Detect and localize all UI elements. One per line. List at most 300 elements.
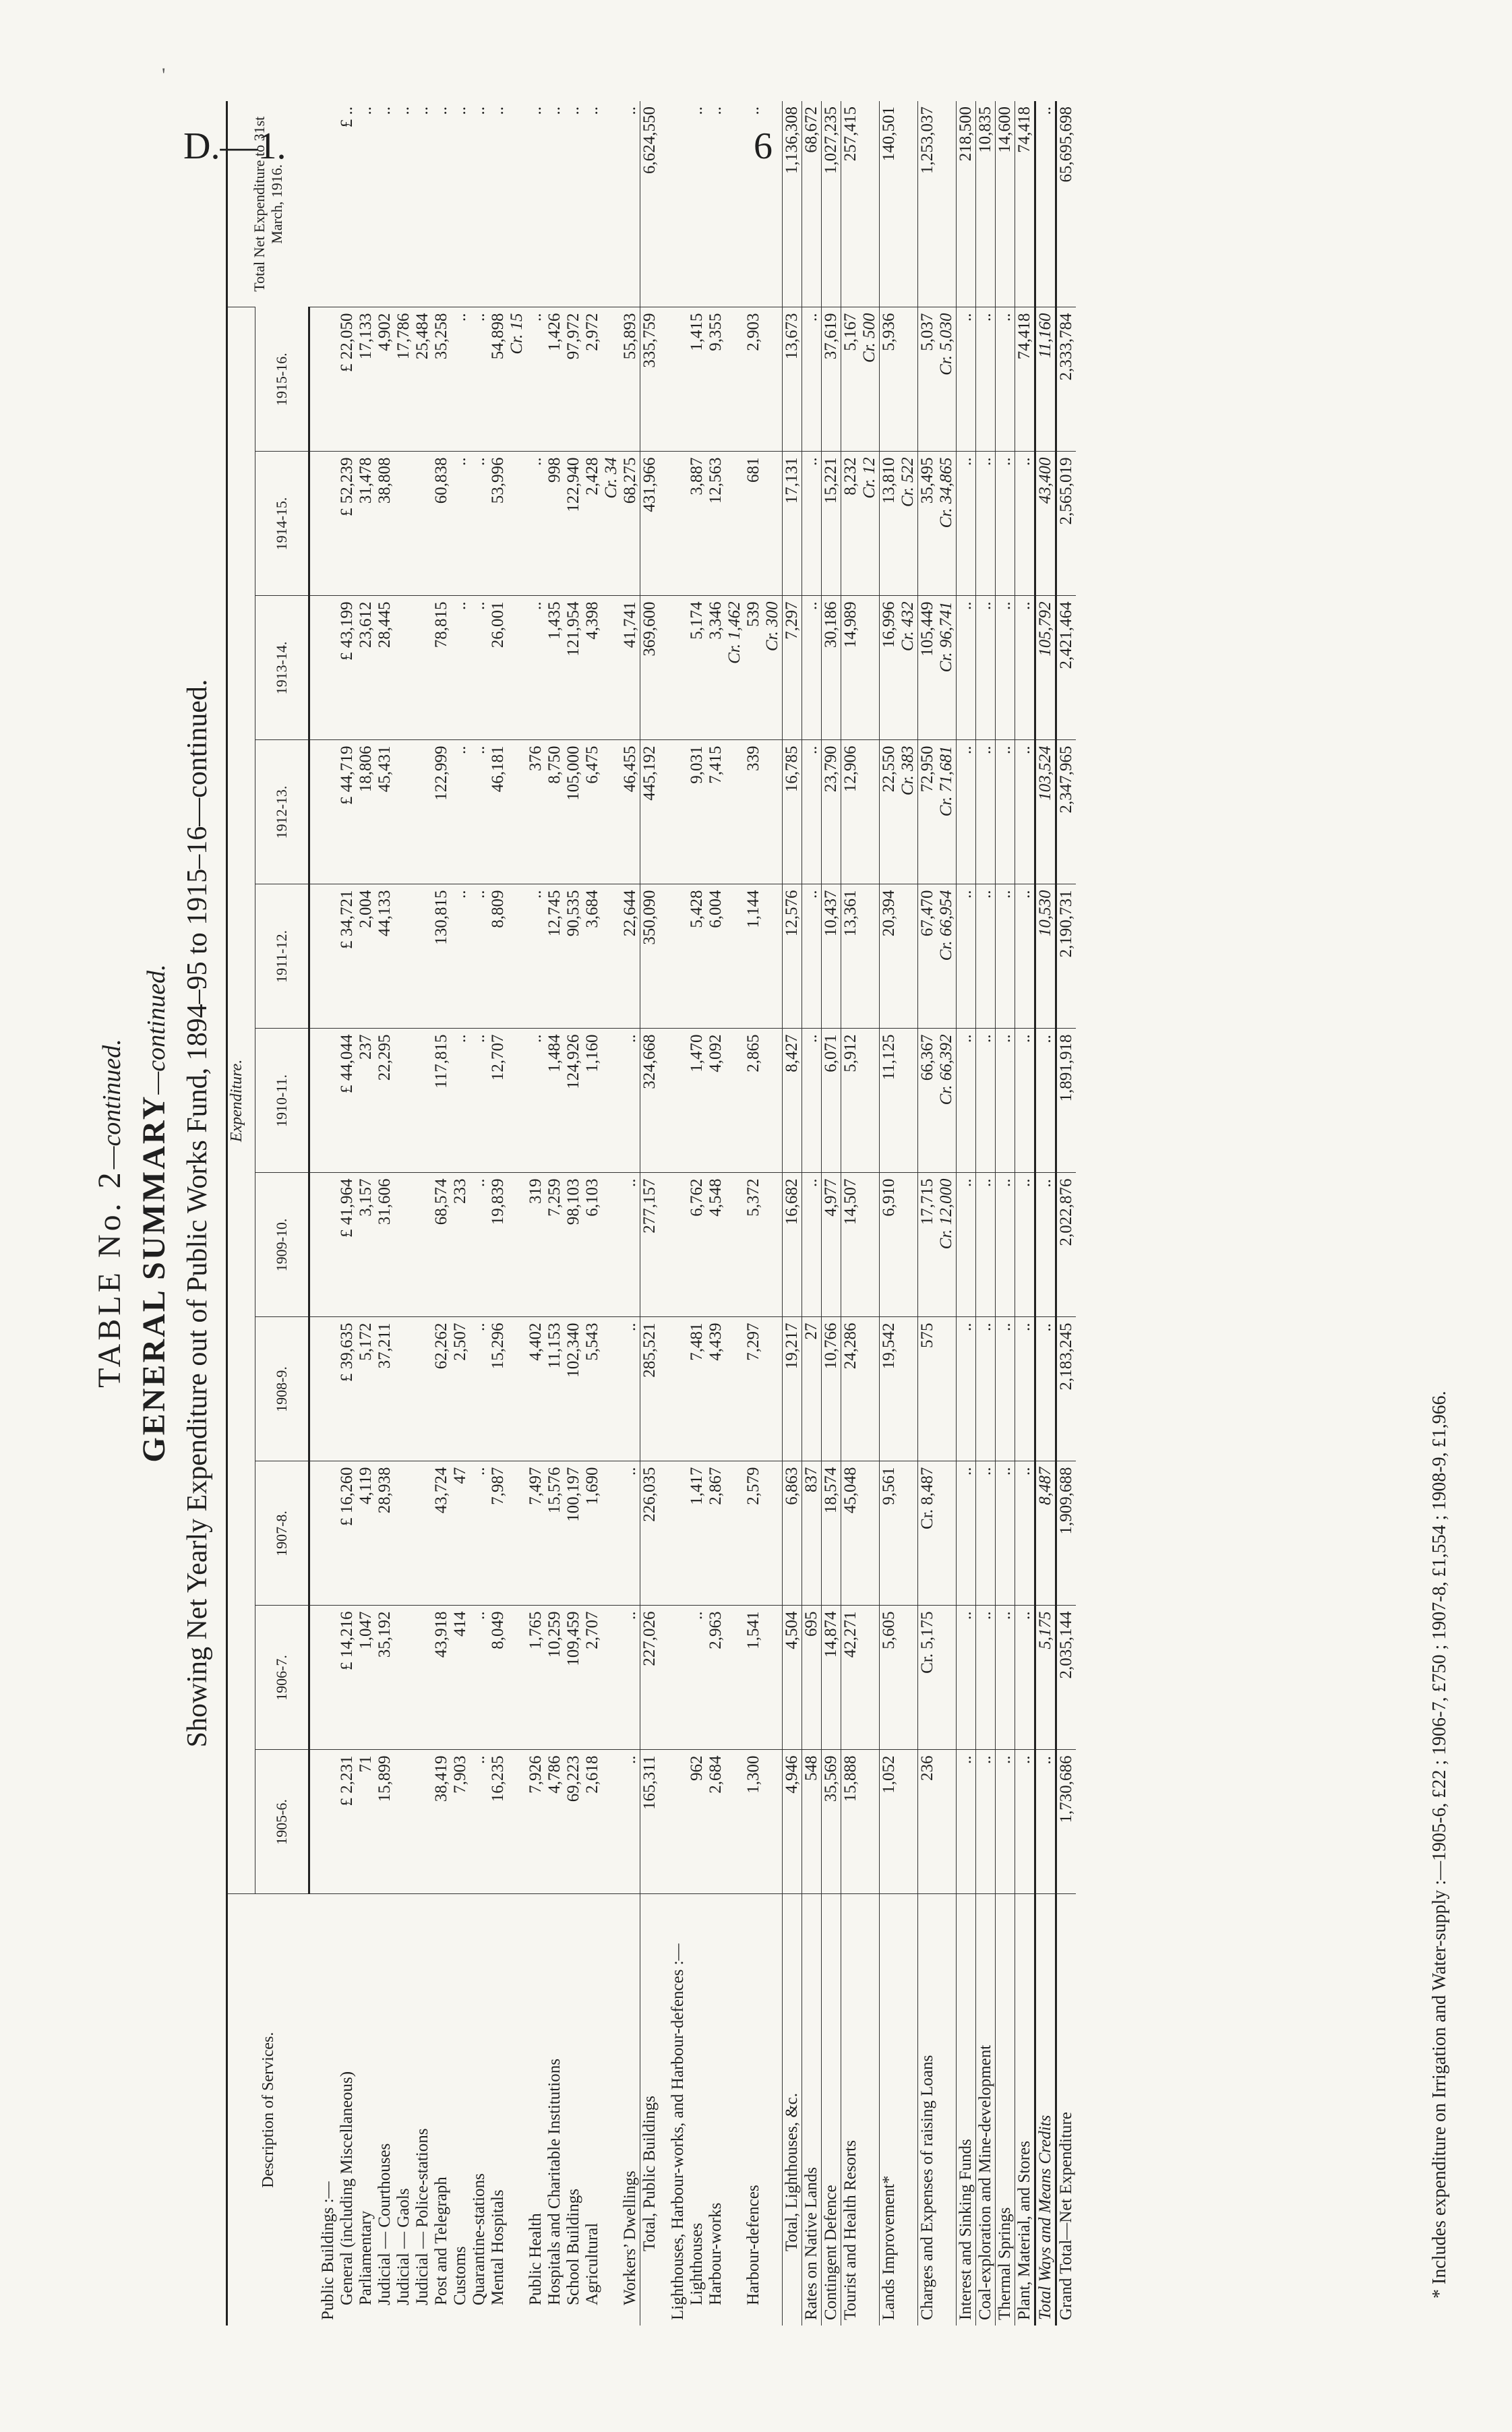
total-cell: ..: [564, 106, 582, 115]
total-cell: ..: [526, 106, 545, 115]
value-cell: 285,521: [640, 1317, 659, 1461]
value-cell: Cr. 8,487: [917, 1461, 937, 1606]
margin-mark: ': [162, 64, 166, 86]
total-cell: [508, 101, 526, 307]
value-cell: 5,037: [917, 307, 937, 452]
table-row: [688, 101, 706, 2325]
value-cell: ..: [1015, 1317, 1035, 1461]
value-cell: 28,445: [375, 596, 394, 740]
value-cell: ..: [470, 1317, 489, 1461]
value-cell: 15,899: [375, 1750, 394, 1894]
value-cell: 2,333,784: [1056, 307, 1076, 452]
value-cell: 5,372: [744, 1173, 763, 1317]
value-cell: 1,052: [879, 1750, 899, 1894]
value-cell: 2,618: [583, 1750, 602, 1894]
value-cell: 12,576: [782, 884, 802, 1029]
value-cell: ..: [526, 596, 545, 740]
column-description: Description of Services.: [227, 1894, 309, 2325]
value-cell: 2,972: [583, 307, 602, 452]
value-cell: 43,400: [1035, 452, 1056, 596]
value-cell: ..: [1035, 1750, 1056, 1894]
row-label: Rates on Native Lands: [802, 1894, 821, 2325]
expenditure-table: [226, 101, 1076, 2325]
value-cell: 837: [802, 1461, 821, 1606]
value-cell: 90,535: [564, 884, 583, 1029]
value-cell: [763, 1461, 783, 1606]
value-cell: 55,893: [621, 307, 640, 452]
value-cell: [860, 1606, 880, 1750]
value-cell: Cr. 34,865: [937, 452, 957, 596]
value-cell: 20,394: [879, 884, 899, 1029]
value-cell: [860, 1173, 880, 1317]
value-cell: ..: [995, 1173, 1015, 1317]
column-group-expenditure: Expenditure.: [227, 307, 255, 1894]
table-row: [744, 101, 763, 2325]
value-cell: [763, 452, 783, 596]
value-cell: 14,989: [841, 596, 860, 740]
value-cell: 6,762: [688, 1173, 706, 1317]
value-cell: 1,690: [583, 1461, 602, 1606]
value-cell: 12,707: [489, 1029, 508, 1173]
value-cell: 5,543: [583, 1317, 602, 1461]
value-cell: 9,031: [688, 740, 706, 884]
value-cell: 27: [802, 1317, 821, 1461]
value-cell: 17,715: [917, 1173, 937, 1317]
value-cell: [937, 1317, 957, 1461]
value-cell: 1,300: [744, 1750, 763, 1894]
table-row: [956, 101, 975, 2325]
value-cell: [937, 1750, 957, 1894]
value-cell: 67,470: [917, 884, 937, 1029]
total-cell: ..: [488, 106, 507, 115]
value-cell: ..: [1015, 884, 1035, 1029]
total-cell: [602, 101, 621, 307]
row-label: [763, 1894, 783, 2325]
value-cell: 24,286: [841, 1317, 860, 1461]
value-cell: 1,435: [545, 596, 564, 740]
value-cell: [763, 1173, 783, 1317]
value-cell: ..: [451, 740, 470, 884]
column-year: 1907-8.: [255, 1461, 309, 1606]
value-cell: 548: [802, 1750, 821, 1894]
value-cell: ..: [470, 1029, 489, 1173]
value-cell: ..: [956, 1606, 975, 1750]
table-row: [1035, 101, 1056, 2325]
value-cell: ..: [1015, 1606, 1035, 1750]
value-cell: £ 16,260: [338, 1461, 357, 1606]
value-cell: [937, 1461, 957, 1606]
value-cell: [508, 1317, 526, 1461]
value-cell: 15,296: [489, 1317, 508, 1461]
table-row: [357, 101, 375, 2325]
value-cell: ..: [802, 1029, 821, 1173]
value-cell: 130,815: [432, 884, 451, 1029]
value-cell: [763, 740, 783, 884]
value-cell: 71: [357, 1750, 375, 1894]
value-cell: 5,428: [688, 884, 706, 1029]
value-cell: ..: [956, 884, 975, 1029]
value-cell: 31,478: [357, 452, 375, 596]
value-cell: 2,183,245: [1056, 1317, 1076, 1461]
column-year: 1915-16.: [255, 307, 309, 452]
value-cell: [508, 452, 526, 596]
table-row: [782, 101, 802, 2325]
value-cell: ..: [956, 1317, 975, 1461]
value-cell: 165,311: [640, 1750, 659, 1894]
value-cell: Cr. 432: [899, 596, 918, 740]
row-label: Charges and Expenses of raising Loans: [917, 1894, 937, 2325]
value-cell: ..: [956, 740, 975, 884]
table-row: [975, 101, 995, 2325]
value-cell: [899, 1461, 918, 1606]
table-row: [489, 101, 508, 2325]
value-cell: ..: [1035, 1029, 1056, 1173]
value-cell: 4,504: [782, 1606, 802, 1750]
value-cell: 35,192: [375, 1606, 394, 1750]
value-cell: ..: [975, 740, 995, 884]
value-cell: 998: [545, 452, 564, 596]
value-cell: 10,437: [821, 884, 841, 1029]
row-label: Agricultural: [583, 1894, 602, 2325]
value-cell: [413, 884, 432, 1029]
value-cell: 4,092: [706, 1029, 725, 1173]
value-cell: 2,963: [706, 1606, 725, 1750]
value-cell: 236: [917, 1750, 937, 1894]
row-label: Tourist and Health Resorts: [841, 1894, 860, 2325]
value-cell: £ 41,964: [338, 1173, 357, 1317]
table-row: [899, 101, 918, 2325]
value-cell: 18,574: [821, 1461, 841, 1606]
value-cell: ..: [995, 884, 1015, 1029]
value-cell: ..: [526, 452, 545, 596]
value-cell: 13,810: [879, 452, 899, 596]
value-cell: [394, 1029, 413, 1173]
value-cell: 1,160: [583, 1029, 602, 1173]
value-cell: 38,808: [375, 452, 394, 596]
value-cell: 16,235: [489, 1750, 508, 1894]
value-cell: ..: [470, 884, 489, 1029]
total-cell: ..: [356, 106, 375, 115]
row-label: [602, 1894, 621, 2325]
row-label: Lighthouses: [688, 1894, 706, 2325]
value-cell: 1,047: [357, 1606, 375, 1750]
table-subtitle: Showing Net Yearly Expenditure out of Public Works Fund, 1894–95 to 1915–16—continued.: [182, 679, 213, 1748]
value-cell: £ 34,721: [338, 884, 357, 1029]
value-cell: 681: [744, 452, 763, 596]
value-cell: 72,950: [917, 740, 937, 884]
value-cell: [602, 1029, 621, 1173]
value-cell: 319: [526, 1173, 545, 1317]
value-cell: ..: [995, 452, 1015, 596]
row-label: Harbour-defences: [744, 1894, 763, 2325]
value-cell: [394, 884, 413, 1029]
value-cell: [899, 1029, 918, 1173]
total-cell: [725, 101, 744, 307]
value-cell: 695: [802, 1606, 821, 1750]
value-cell: 16,682: [782, 1173, 802, 1317]
value-cell: 1,484: [545, 1029, 564, 1173]
value-cell: ..: [1035, 1317, 1056, 1461]
value-cell: 35,495: [917, 452, 937, 596]
value-cell: 78,815: [432, 596, 451, 740]
value-cell: ..: [621, 1029, 640, 1173]
value-cell: [602, 1750, 621, 1894]
total-cell: 1,136,308: [782, 101, 802, 307]
value-cell: ..: [1015, 740, 1035, 884]
total-cell: ..: [469, 106, 488, 115]
value-cell: 335,759: [640, 307, 659, 452]
value-cell: ..: [995, 1317, 1015, 1461]
value-cell: 4,548: [706, 1173, 725, 1317]
value-cell: 8,750: [545, 740, 564, 884]
value-cell: 2,579: [744, 1461, 763, 1606]
value-cell: 109,459: [564, 1606, 583, 1750]
value-cell: 38,419: [432, 1750, 451, 1894]
value-cell: 15,221: [821, 452, 841, 596]
value-cell: ..: [802, 740, 821, 884]
value-cell: ..: [802, 1173, 821, 1317]
value-cell: 4,439: [706, 1317, 725, 1461]
value-cell: ..: [995, 740, 1015, 884]
value-cell: 69,223: [564, 1750, 583, 1894]
row-label: Post and Telegraph: [432, 1894, 451, 2325]
row-label: [860, 1894, 880, 2325]
value-cell: 7,903: [451, 1750, 470, 1894]
value-cell: [763, 1317, 783, 1461]
table-row: [545, 101, 564, 2325]
value-cell: ..: [451, 884, 470, 1029]
table-row: [508, 101, 526, 2325]
table-row: [706, 101, 725, 2325]
value-cell: 539: [744, 596, 763, 740]
value-cell: [725, 1317, 744, 1461]
value-cell: £ 52,239: [338, 452, 357, 596]
value-cell: 2,507: [451, 1317, 470, 1461]
value-cell: [394, 1461, 413, 1606]
value-cell: 100,197: [564, 1461, 583, 1606]
value-cell: 6,004: [706, 884, 725, 1029]
value-cell: [508, 1606, 526, 1750]
value-cell: 45,048: [841, 1461, 860, 1606]
total-cell: ..: [1035, 101, 1056, 307]
value-cell: 37,211: [375, 1317, 394, 1461]
value-cell: ..: [1015, 1461, 1035, 1606]
value-cell: [725, 740, 744, 884]
value-cell: Cr. 71,681: [937, 740, 957, 884]
total-cell: ..: [394, 106, 413, 115]
column-year: 1912-13.: [255, 740, 309, 884]
total-cell: [860, 101, 880, 307]
value-cell: 7,481: [688, 1317, 706, 1461]
row-label: Coal-exploration and Mine-development: [975, 1894, 995, 2325]
value-cell: ..: [526, 884, 545, 1029]
value-cell: 376: [526, 740, 545, 884]
value-cell: 74,418: [1015, 307, 1035, 452]
total-cell: ..: [744, 106, 762, 115]
value-cell: 227,026: [640, 1606, 659, 1750]
value-cell: 1,765: [526, 1606, 545, 1750]
value-cell: 1,415: [688, 307, 706, 452]
value-cell: Cr. 96,741: [937, 596, 957, 740]
value-cell: [725, 1029, 744, 1173]
value-cell: 12,563: [706, 452, 725, 596]
value-cell: [394, 1317, 413, 1461]
value-cell: 19,839: [489, 1173, 508, 1317]
value-cell: [602, 740, 621, 884]
table-row: [432, 101, 451, 2325]
value-cell: 575: [917, 1317, 937, 1461]
table-row: [821, 101, 841, 2325]
value-cell: ..: [470, 452, 489, 596]
value-cell: 369,600: [640, 596, 659, 740]
column-year: 1911-12.: [255, 884, 309, 1029]
table-row: [879, 101, 899, 2325]
row-label: Harbour-works: [706, 1894, 725, 2325]
table-row: [841, 101, 860, 2325]
value-cell: 45,431: [375, 740, 394, 884]
column-year: 1906-7.: [255, 1606, 309, 1750]
value-cell: 46,455: [621, 740, 640, 884]
value-cell: 7,415: [706, 740, 725, 884]
value-cell: [725, 1750, 744, 1894]
value-cell: [860, 1750, 880, 1894]
value-cell: [394, 1173, 413, 1317]
value-cell: [508, 1750, 526, 1894]
total-cell: 218,500: [956, 101, 975, 307]
table-title: GENERAL SUMMARY—continued.: [136, 964, 172, 1463]
value-cell: [508, 1461, 526, 1606]
value-cell: £ 22,050: [338, 307, 357, 452]
value-cell: [508, 1029, 526, 1173]
value-cell: 237: [357, 1029, 375, 1173]
value-cell: 2,035,144: [1056, 1606, 1076, 1750]
value-cell: 35,258: [432, 307, 451, 452]
value-cell: 15,576: [545, 1461, 564, 1606]
value-cell: [413, 1173, 432, 1317]
value-cell: [860, 884, 880, 1029]
value-cell: Cr. 12,000: [937, 1173, 957, 1317]
value-cell: [602, 1461, 621, 1606]
row-label: Total, Public Buildings: [640, 1894, 659, 2325]
value-cell: 1,909,688: [1056, 1461, 1076, 1606]
value-cell: 350,090: [640, 884, 659, 1029]
value-cell: 16,996: [879, 596, 899, 740]
value-cell: 13,673: [782, 307, 802, 452]
table-row: [621, 101, 640, 2325]
value-cell: 62,262: [432, 1317, 451, 1461]
value-cell: Cr. 500: [860, 307, 880, 452]
value-cell: 1,417: [688, 1461, 706, 1606]
value-cell: [899, 884, 918, 1029]
value-cell: 11,160: [1035, 307, 1056, 452]
value-cell: 103,524: [1035, 740, 1056, 884]
value-cell: 37,619: [821, 307, 841, 452]
value-cell: ..: [975, 1173, 995, 1317]
total-cell: [899, 101, 918, 307]
value-cell: ..: [956, 1029, 975, 1173]
row-label: Lands Improvement*: [879, 1894, 899, 2325]
value-cell: 7,259: [545, 1173, 564, 1317]
value-cell: [602, 596, 621, 740]
page-number: 6: [754, 125, 773, 167]
value-cell: 3,346: [706, 596, 725, 740]
row-label: Contingent Defence: [821, 1894, 841, 2325]
row-label: School Buildings: [564, 1894, 583, 2325]
value-cell: 8,487: [1035, 1461, 1056, 1606]
table-row: [309, 101, 338, 2325]
value-cell: 23,612: [357, 596, 375, 740]
value-cell: ..: [975, 596, 995, 740]
value-cell: [860, 596, 880, 740]
table-row: [860, 101, 880, 2325]
value-cell: Cr. 300: [763, 596, 783, 740]
value-cell: ..: [802, 452, 821, 596]
value-cell: 339: [744, 740, 763, 884]
value-cell: 35,569: [821, 1750, 841, 1894]
value-cell: [860, 1461, 880, 1606]
value-cell: 2,190,731: [1056, 884, 1076, 1029]
value-cell: 105,000: [564, 740, 583, 884]
row-label: Parliamentary: [357, 1894, 375, 2325]
value-cell: 11,153: [545, 1317, 564, 1461]
value-cell: [602, 1317, 621, 1461]
table-row: [763, 101, 783, 2325]
table-number: TABLE No. 2—continued.: [92, 1039, 127, 1388]
row-label: [508, 1894, 526, 2325]
value-cell: 1,144: [744, 884, 763, 1029]
value-cell: 43,724: [432, 1461, 451, 1606]
value-cell: 19,542: [879, 1317, 899, 1461]
value-cell: 2,865: [744, 1029, 763, 1173]
value-cell: [602, 884, 621, 1029]
value-cell: ..: [1015, 1029, 1035, 1173]
value-cell: 97,972: [564, 307, 583, 452]
value-cell: [394, 740, 413, 884]
total-cell: 65,695,698: [1056, 106, 1075, 183]
value-cell: 5,175: [1035, 1606, 1056, 1750]
value-cell: [725, 307, 744, 452]
value-cell: 66,367: [917, 1029, 937, 1173]
value-cell: [508, 596, 526, 740]
value-cell: Cr. 66,392: [937, 1029, 957, 1173]
total-cell: [937, 101, 957, 307]
value-cell: [899, 307, 918, 452]
total-cell: ..: [431, 106, 450, 115]
row-label: General (including Miscellaneous): [338, 1894, 357, 2325]
value-cell: £ 43,199: [338, 596, 357, 740]
total-cell: ..: [450, 106, 469, 115]
value-cell: Cr. 5,175: [917, 1606, 937, 1750]
value-cell: Cr. 5,030: [937, 307, 957, 452]
column-year: 1909-10.: [255, 1173, 309, 1317]
value-cell: [394, 1750, 413, 1894]
row-label: Total Ways and Means Credits: [1035, 1894, 1056, 2325]
value-cell: 4,402: [526, 1317, 545, 1461]
value-cell: 5,912: [841, 1029, 860, 1173]
value-cell: [394, 596, 413, 740]
value-cell: [413, 1461, 432, 1606]
value-cell: 10,259: [545, 1606, 564, 1750]
total-cell: 140,501: [879, 101, 899, 307]
total-cell: 1,027,235: [821, 101, 841, 307]
value-cell: 5,174: [688, 596, 706, 740]
value-cell: 2,707: [583, 1606, 602, 1750]
value-cell: Cr. 1,462: [725, 596, 744, 740]
total-cell: ..: [706, 106, 725, 115]
value-cell: [899, 1750, 918, 1894]
table-row: [659, 101, 688, 2325]
value-cell: [725, 884, 744, 1029]
